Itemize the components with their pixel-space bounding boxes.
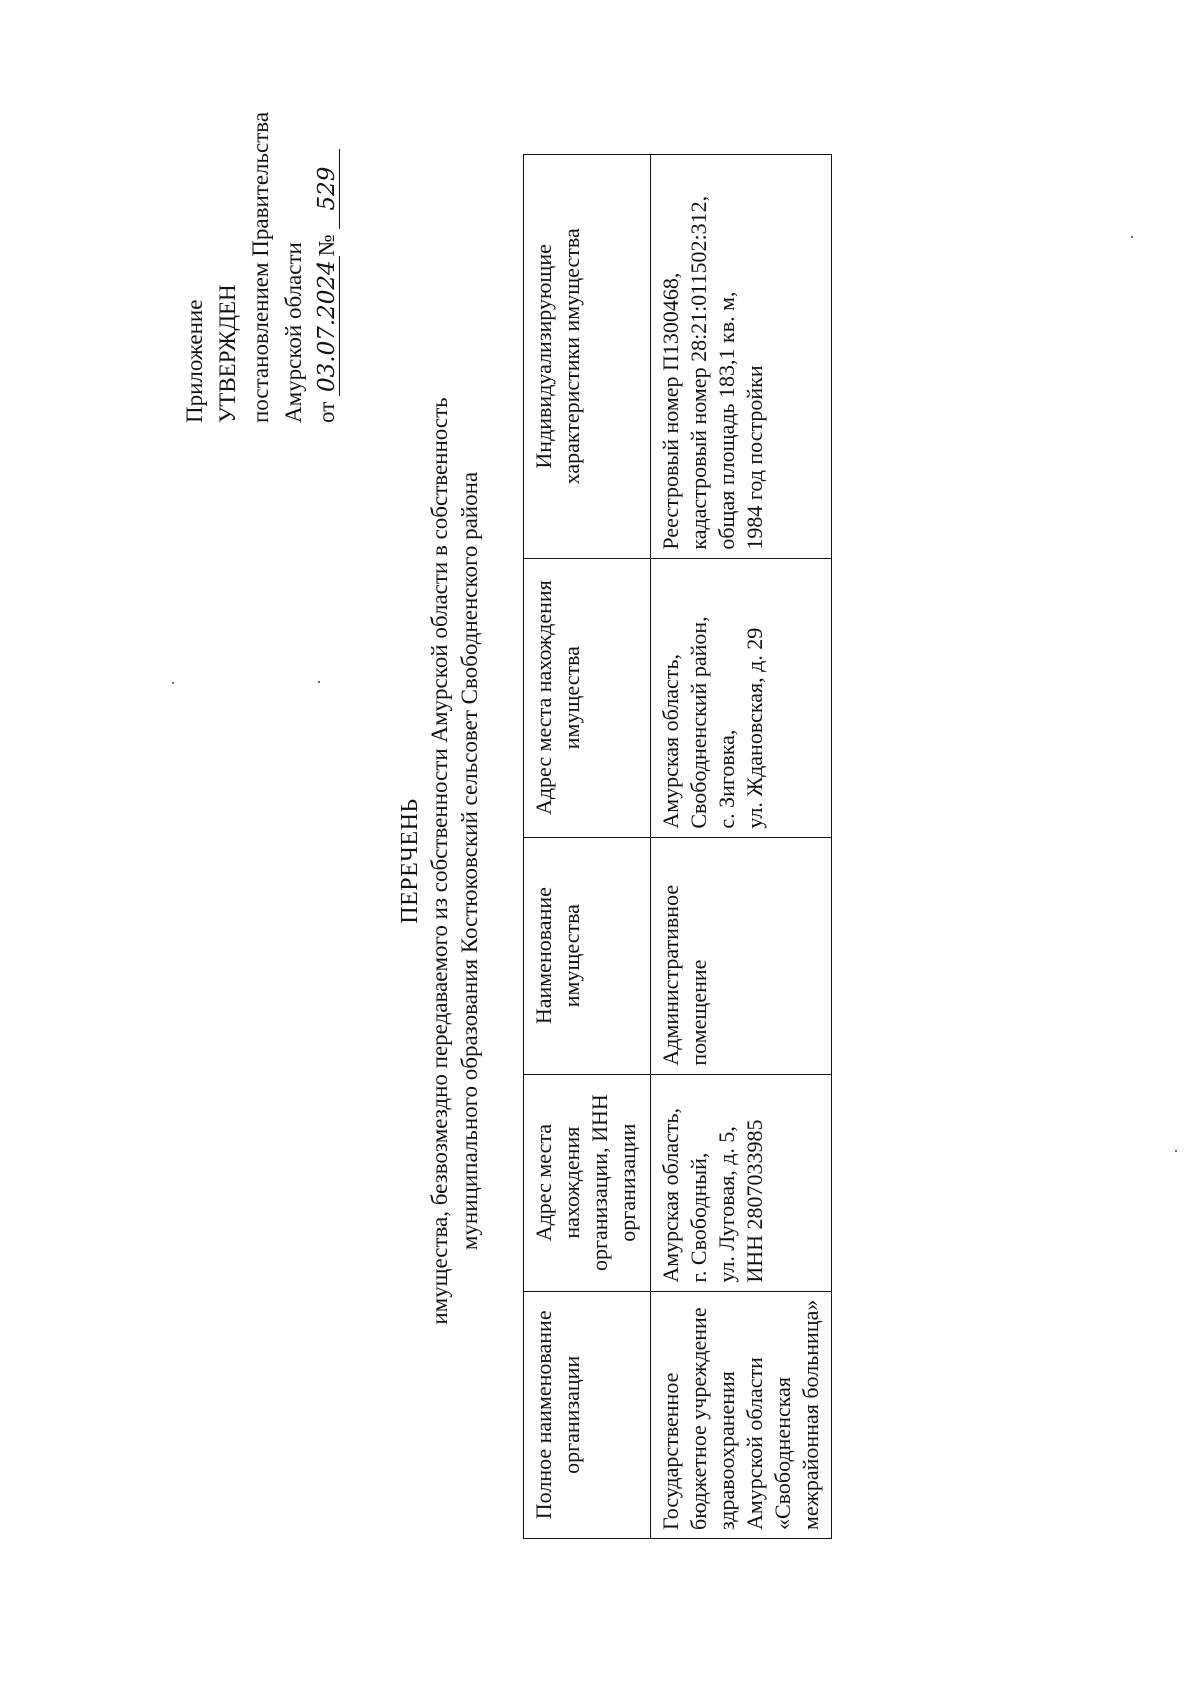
cell-line: ИНН 2807033985 (742, 1119, 767, 1283)
header-property-address (524, 558, 651, 837)
scan-speck (172, 682, 174, 684)
header-line: организации (559, 1355, 584, 1474)
cell-line: Государственное (658, 1372, 683, 1530)
document-title (395, 211, 485, 1511)
cell-line: Реестровый номер П1300468, (658, 272, 683, 550)
cell-line: межрайонная больница» (798, 1299, 823, 1530)
header-org-address (524, 1074, 651, 1291)
date-prefix: от (314, 401, 339, 423)
header-line: нахождения (559, 1126, 584, 1239)
title-line-1: имущества, безвозмездно передаваемого из собственности Амурской области в собственность (427, 397, 452, 1325)
cell-line: бюджетное учреждение (686, 1307, 711, 1530)
header-line: организации (615, 1123, 640, 1242)
cell-line: помещение (686, 959, 711, 1066)
scan-speck (318, 681, 320, 683)
approval-block (178, 112, 343, 423)
header-line: Наименование (531, 887, 556, 1025)
cell-line: общая площадь 183,1 кв. м, (714, 291, 739, 550)
cell-property-address (651, 558, 832, 837)
header-property-name (524, 837, 651, 1074)
cell-property-characteristics (651, 155, 832, 559)
title-heading: ПЕРЕЧЕНЬ (397, 798, 423, 924)
table-header-row (524, 155, 651, 1539)
header-line: организации, ИНН (587, 1094, 612, 1272)
cell-line: 1984 год постройки (742, 365, 767, 550)
cell-line: ул. Луговая, д. 5, (714, 1126, 739, 1283)
approval-appendix: Приложение (182, 299, 207, 423)
cell-property-name (651, 837, 832, 1074)
header-line: Индивидуализирующие (531, 244, 556, 469)
cell-line: «Свободненская (770, 1377, 795, 1530)
approval-region: Амурской области (281, 242, 306, 423)
cell-line: Амурская область, (658, 654, 683, 829)
header-line: имущества (559, 904, 584, 1008)
header-line: характеристики имущества (559, 228, 584, 485)
cell-line: с. Зиговка, (714, 729, 739, 829)
approval-date-number (310, 112, 343, 423)
header-line: Адрес места (531, 1123, 556, 1242)
cell-org-name (651, 1291, 832, 1538)
cell-line: кадастровый номер 28:21:011502:312, (686, 195, 711, 550)
header-line: имущества (559, 646, 584, 750)
cell-line: ул. Ждановская, д. 29 (742, 627, 767, 829)
title-line-2: муниципального образования Костюковский сельсовет Свободненского района (457, 471, 482, 1251)
table-row (651, 155, 832, 1539)
cell-line: Административное (658, 884, 683, 1066)
approval-approved: УТВЕРЖДЕН (215, 284, 240, 423)
header-line: Адрес места нахождения (531, 580, 556, 816)
header-org-name (524, 1291, 651, 1538)
cell-line: г. Свободный, (686, 1152, 711, 1283)
property-table (523, 154, 832, 1539)
cell-line: Свободненский район, (686, 616, 711, 829)
cell-line: Амурская область, (658, 1108, 683, 1283)
cell-line: Амурской области (742, 1357, 767, 1530)
approval-decree: постановлением Правительства (248, 111, 273, 423)
cell-org-address (651, 1074, 832, 1291)
scan-speck (1175, 1150, 1177, 1152)
handwritten-date: 03.07.2024 (315, 256, 340, 396)
cell-line: здравоохранения (714, 1371, 739, 1530)
scan-speck (1131, 236, 1133, 238)
header-property-characteristics (524, 155, 651, 559)
handwritten-number: 529 (315, 149, 340, 229)
header-line: Полное наименование (531, 1310, 556, 1520)
number-prefix: № (314, 234, 339, 257)
